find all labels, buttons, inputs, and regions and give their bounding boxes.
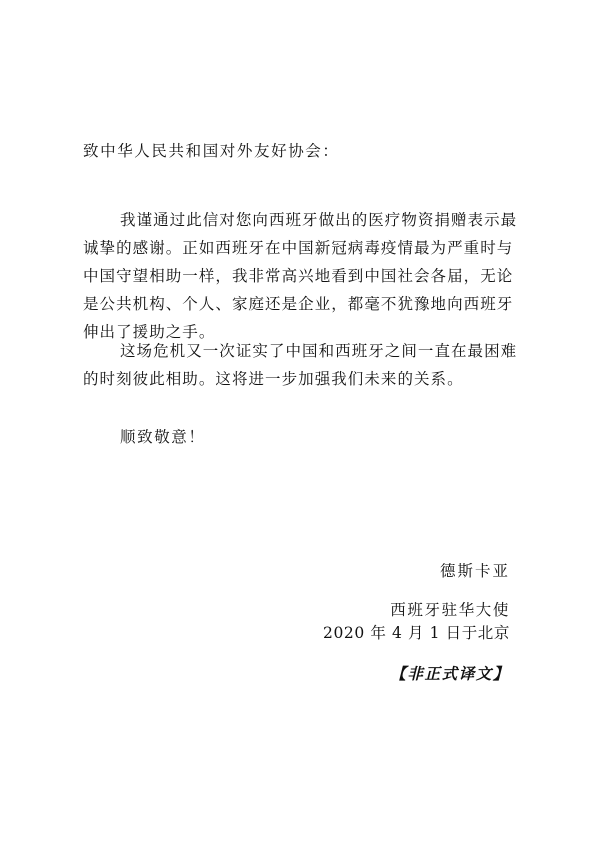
signature-title: 西班牙驻华大使 — [390, 601, 510, 619]
paragraph-line: 伸出了援助之手。 — [83, 323, 216, 341]
translation-note: 【非正式译文】 — [390, 664, 510, 683]
paragraph-line: 这场危机又一次证实了中国和西班牙之间一直在最困难 — [120, 342, 518, 360]
paragraph-line: 我谨通过此信对您向西班牙做出的医疗物资捐赠表示最 — [120, 211, 518, 229]
signature-date: 2020 年 4 月 1 日于北京 — [322, 624, 510, 642]
letter-closing: 顺致敬意！ — [120, 428, 206, 446]
paragraph-line: 的时刻彼此相助。这将进一步加强我们未来的关系。 — [83, 370, 464, 388]
paragraph-line: 诚挚的感谢。正如西班牙在中国新冠病毒疫情最为严重时与 — [83, 239, 514, 257]
letter-salutation: 致中华人民共和国对外友好协会： — [83, 142, 340, 160]
signature-name: 德斯卡亚 — [439, 562, 510, 580]
letter-paragraph-2 — [83, 337, 523, 393]
letter-paragraph-1 — [83, 206, 523, 346]
paragraph-line: 中国守望相助一样，我非常高兴地看到中国社会各届，无论 — [83, 267, 514, 285]
paragraph-line: 是公共机构、个人、家庭还是企业，都毫不犹豫地向西班牙 — [83, 295, 514, 313]
